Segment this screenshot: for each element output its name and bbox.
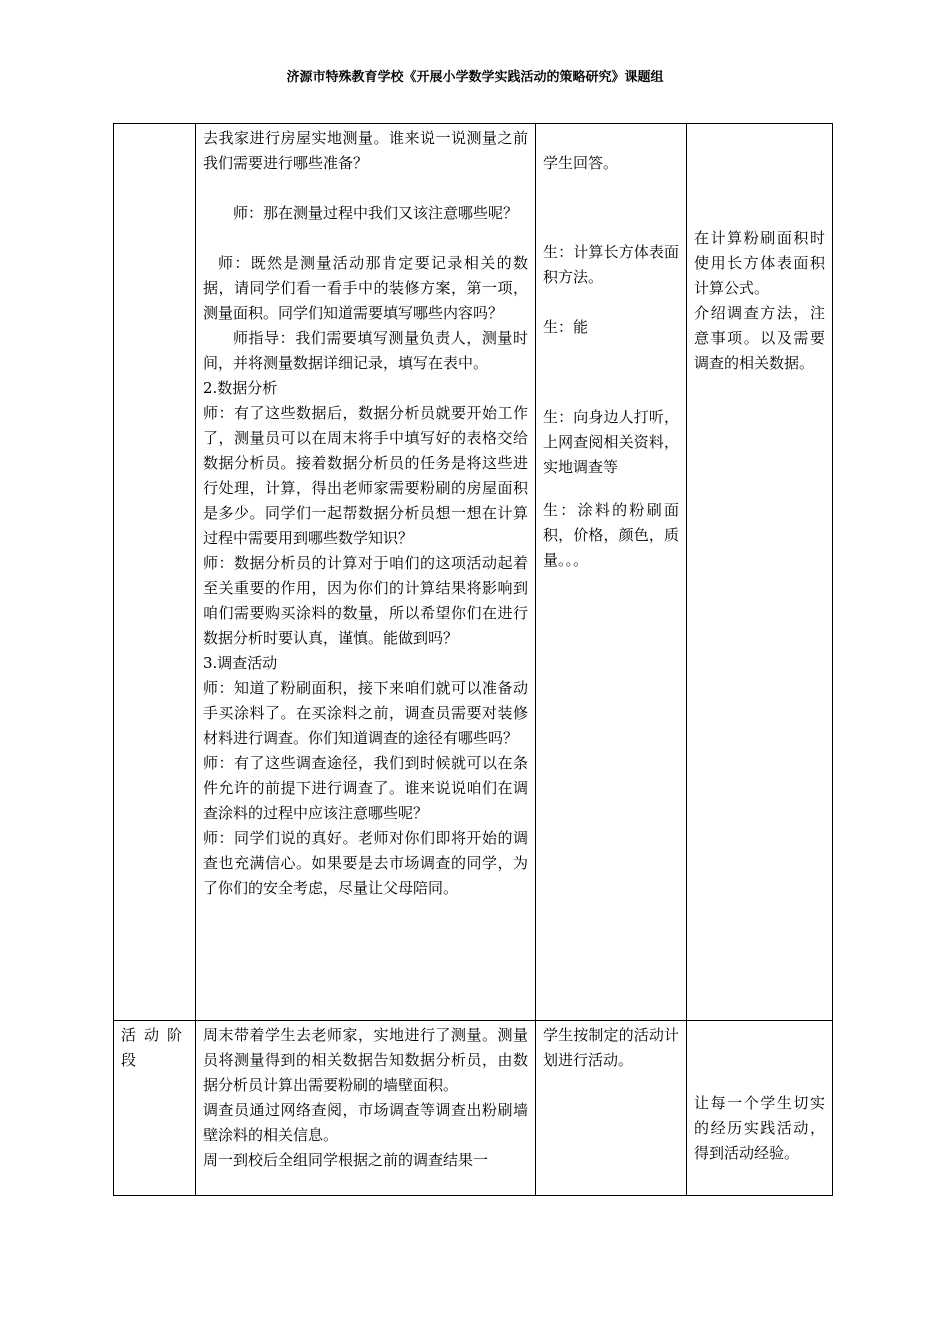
student-activity-cell xyxy=(536,1021,687,1196)
student-line: 生：涂料的粉刷面积，价格，颜色，质量。。。 xyxy=(543,501,679,569)
student-line: 学生按制定的活动计划进行活动。 xyxy=(543,1026,679,1069)
page-header: 济源市特殊教育学校《开展小学数学实践活动的策略研究》课题组 xyxy=(286,70,664,85)
teacher-line: 师：有了这些数据后，数据分析员就要开始工作了，测量员可以在周末将手中填写好的表格交给数据分析员。接着数据分析员的任务是将这些进行处理，计算，得出老师家需要粉刷的房屋面积是多少。同学们一起帮数据分析员想一想在计算过程中需要用到哪些数学知识？ xyxy=(203,404,528,547)
stage-cell xyxy=(114,124,196,1021)
teacher-line: 周一到校后全组同学根据之前的调查结果一 xyxy=(203,1151,489,1169)
table-row xyxy=(114,1021,833,1196)
teacher-line: 调查员通过网络查阅，市场调查等调查出粉刷墙壁涂料的相关信息。 xyxy=(203,1101,528,1144)
teacher-line: 师：同学们说的真好。老师对你们即将开始的调查也充满信心。如果要是去市场调查的同学，为了你们的安全考虑，尽量让父母陪同。 xyxy=(203,829,528,897)
teacher-activity-cell xyxy=(196,1021,536,1196)
teacher-line: 师：知道了粉刷面积，接下来咱们就可以准备动手买涂料了。在买涂料之前，调查员需要对装修材料进行调查。你们知道调查的途径有哪些吗？ xyxy=(203,679,528,747)
section-heading: 2.数据分析 xyxy=(203,379,278,397)
student-line: 生：向身边人打听，上网查阅相关资料，实地调查等 xyxy=(543,408,679,476)
design-intent-cell xyxy=(687,1021,833,1196)
stage-cell: 活动阶段 xyxy=(114,1021,196,1196)
teacher-activity-cell xyxy=(196,124,536,1021)
student-line: 学生回答。 xyxy=(543,154,619,172)
design-intent-cell xyxy=(687,124,833,1021)
teacher-line: 师：数据分析员的计算对于咱们的这项活动起着至关重要的作用，因为你们的计算结果将影响到咱们需要购买涂料的数量，所以希望你们在进行数据分析时要认真，谨慎。能做到吗？ xyxy=(203,554,528,647)
student-activity-cell xyxy=(536,124,687,1021)
teacher-line: 去我家进行房屋实地测量。谁来说一说测量之前我们需要进行哪些准备？ xyxy=(203,129,528,172)
teacher-line: 师：既然是测量活动那肯定要记录相关的数据，请同学们看一看手中的装修方案，第一项，测量面积。同学们知道需要填写哪些内容吗？ xyxy=(203,254,528,322)
lesson-plan-table xyxy=(113,123,833,1196)
teacher-line: 周末带着学生去老师家，实地进行了测量。测量员将测量得到的相关数据告知数据分析员，由数据分析员计算出需要粉刷的墙壁面积。 xyxy=(203,1026,528,1094)
teacher-line: 师：有了这些调查途径，我们到时候就可以在条件允许的前提下进行调查了。谁来说说咱们在调查涂料的过程中应该注意哪些呢？ xyxy=(203,754,528,822)
teacher-line: 师指导：我们需要填写测量负责人，测量时间，并将测量数据详细记录，填写在表中。 xyxy=(203,329,528,372)
teacher-line: 师：那在测量过程中我们又该注意哪些呢？ xyxy=(233,204,519,222)
section-heading: 3.调查活动 xyxy=(203,654,278,672)
intent-line: 在计算粉刷面积时使用长方体表面积计算公式。 xyxy=(694,229,825,297)
intent-line: 让每一个学生切实的经历实践活动，得到活动经验。 xyxy=(694,1094,825,1162)
student-line: 生：计算长方体表面积方法。 xyxy=(543,243,679,286)
table-row xyxy=(114,124,833,1021)
student-line: 生：能 xyxy=(543,318,589,336)
intent-line: 介绍调查方法，注意事项。以及需要调查的相关数据。 xyxy=(694,304,825,372)
